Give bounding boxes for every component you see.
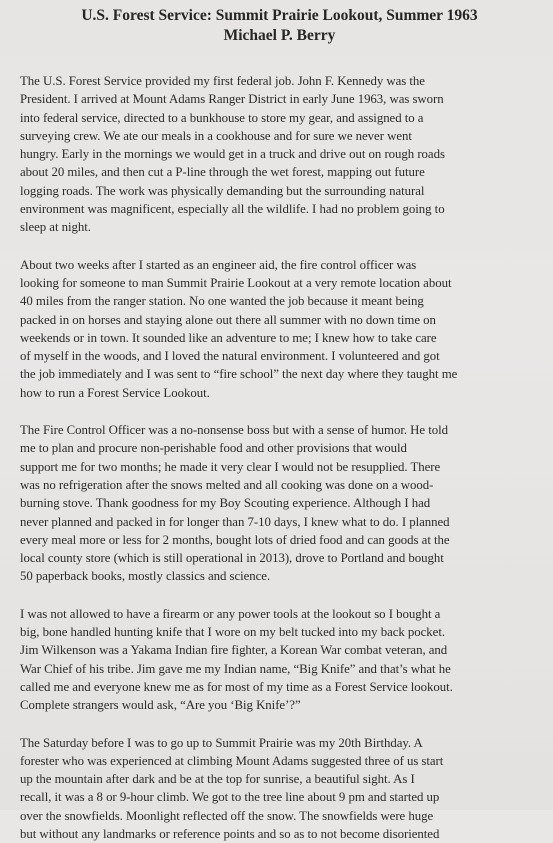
- paragraph-4: [20, 605, 539, 715]
- paragraph-line: Jim Wilkenson was a Yakama Indian fire fighter, a Korean War combat veteran, and: [20, 641, 539, 659]
- paragraph-line: every meal more or less for 2 months, bought lots of dried food and can goods at the: [20, 531, 539, 549]
- paragraph-line: into federal service, directed to a bunkhouse to store my gear, and assigned to a: [20, 109, 539, 127]
- paragraph-5: [20, 734, 539, 843]
- paragraph-line: support me for two months; he made it very clear I would not be resupplied. There: [20, 458, 539, 476]
- paragraph-line: The Saturday before I was to go up to Summit Prairie was my 20th Birthday. A: [20, 734, 539, 752]
- document-author: Michael P. Berry: [20, 26, 539, 46]
- paragraph-line: I was not allowed to have a firearm or any power tools at the lookout so I bought a: [20, 605, 539, 623]
- paragraph-line: was no refrigeration after the snows melted and all cooking was done on a wood-: [20, 476, 539, 494]
- paragraph-line: never planned and packed in for longer than 7-10 days, I knew what to do. I planned: [20, 513, 539, 531]
- paragraph-line: forester who was experienced at climbing Mount Adams suggested three of us start: [20, 752, 539, 770]
- paragraph-line: about 20 miles, and then cut a P-line through the wet forest, mapping out future: [20, 163, 539, 181]
- paragraph-line: sleep at night.: [20, 218, 539, 236]
- paragraph-line: 50 paperback books, mostly classics and science.: [20, 567, 539, 585]
- paragraph-line: big, bone handled hunting knife that I wore on my belt tucked into my back pocket.: [20, 623, 539, 641]
- paragraph-line: About two weeks after I started as an engineer aid, the fire control officer was: [20, 256, 539, 274]
- paragraph-1: [20, 72, 539, 237]
- paragraph-line: recall, it was a 8 or 9-hour climb. We got to the tree line about 9 pm and started up: [20, 788, 539, 806]
- paragraph-line: local county store (which is still operational in 2013), drove to Portland and bought: [20, 549, 539, 567]
- paragraph-line: looking for someone to man Summit Prairie Lookout at a very remote location about: [20, 274, 539, 292]
- paragraph-line: over the snowfields. Moonlight reflected off the snow. The snowfields were huge: [20, 807, 539, 825]
- paragraph-line: logging roads. The work was physically demanding but the surrounding natural: [20, 182, 539, 200]
- paragraph-line: War Chief of his tribe. Jim gave me my Indian name, “Big Knife” and that’s what he: [20, 660, 539, 678]
- paragraph-line: but without any landmarks or reference points and so as to not become disoriented: [20, 825, 539, 843]
- paragraph-line: burning stove. Thank goodness for my Boy Scouting experience. Although I had: [20, 494, 539, 512]
- paragraph-line: President. I arrived at Mount Adams Ranger District in early June 1963, was sworn: [20, 90, 539, 108]
- paragraph-line: packed in on horses and staying alone out there all summer with no down time on: [20, 311, 539, 329]
- paragraph-3: [20, 421, 539, 586]
- paragraph-line: of myself in the woods, and I loved the natural environment. I volunteered and got: [20, 347, 539, 365]
- paragraph-line: The U.S. Forest Service provided my first federal job. John F. Kennedy was the: [20, 72, 539, 90]
- paragraph-line: how to run a Forest Service Lookout.: [20, 384, 539, 402]
- paragraph-line: up the mountain after dark and be at the top for sunrise, a beautiful sight. As I: [20, 770, 539, 788]
- paragraph-line: me to plan and procure non-perishable food and other provisions that would: [20, 439, 539, 457]
- paragraph-line: Complete strangers would ask, “Are you ‘Big Knife’?”: [20, 696, 539, 714]
- paragraph-line: The Fire Control Officer was a no-nonsense boss but with a sense of humor. He told: [20, 421, 539, 439]
- paragraph-2: [20, 256, 539, 402]
- paragraph-line: hungry. Early in the mornings we would get in a truck and drive out on rough roads: [20, 145, 539, 163]
- paragraph-line: environment was magnificent, especially all the wildlife. I had no problem going to: [20, 200, 539, 218]
- paragraph-line: 40 miles from the ranger station. No one wanted the job because it meant being: [20, 292, 539, 310]
- paragraph-line: called me and everyone knew me as for most of my time as a Forest Service lookout.: [20, 678, 539, 696]
- document-title: U.S. Forest Service: Summit Prairie Lookout, Summer 1963: [20, 6, 539, 26]
- paragraph-line: the job immediately and I was sent to “fire school” the next day where they taught me: [20, 365, 539, 383]
- document-body: [20, 72, 539, 843]
- paragraph-line: weekends or in town. It sounded like an adventure to me; I knew how to take care: [20, 329, 539, 347]
- paragraph-line: surveying crew. We ate our meals in a cookhouse and for sure we never went: [20, 127, 539, 145]
